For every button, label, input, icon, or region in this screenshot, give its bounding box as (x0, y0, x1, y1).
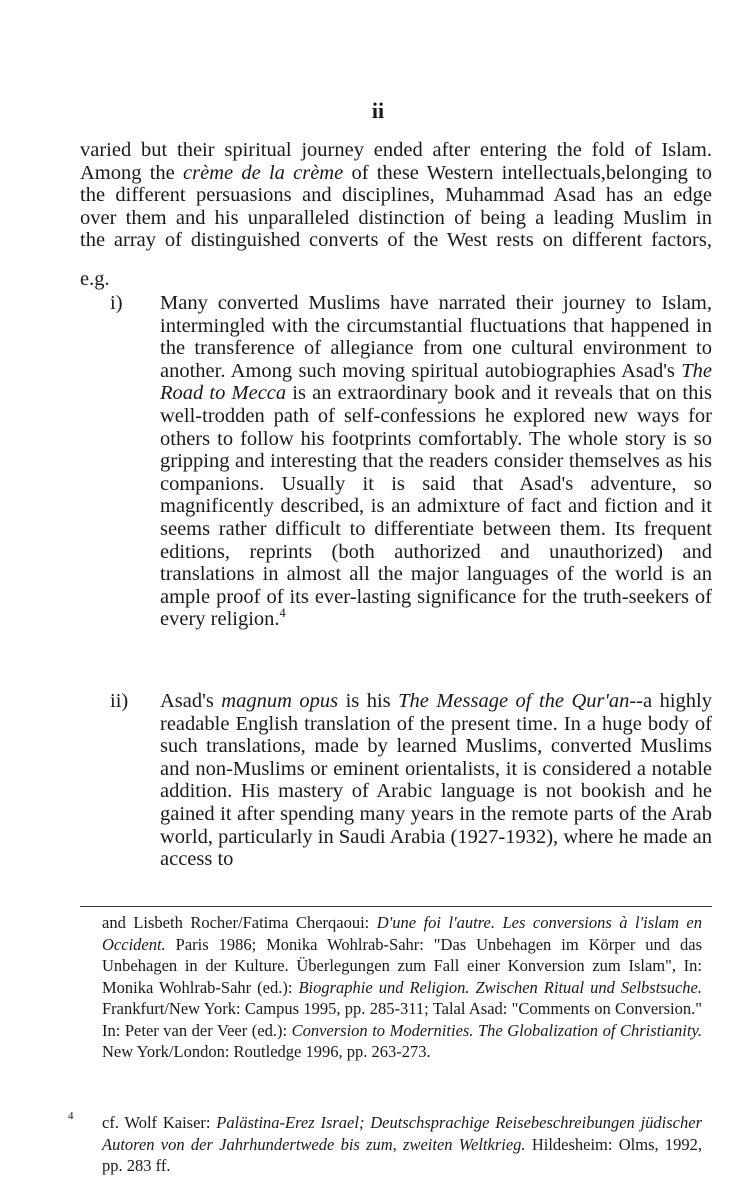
lead-paragraph (80, 139, 712, 252)
footnote-divider (80, 906, 712, 907)
text-line: the array of distinguished converts of the West rests on different factors, (80, 229, 712, 252)
text-span: Many converted Muslims have narrated their journey to Islam, intermingled with the circumstantial fluctuations that happened in the transference of allegiance from one cultural environment to another. Among such moving spiritual autobiographies Asad's (160, 292, 712, 382)
text-line (80, 162, 712, 185)
italic-title: D'une foi l'autre. Les conversions à l'islam en Occident. (102, 913, 702, 954)
eg-label: e.g. (80, 268, 110, 290)
text-span: cf. Wolf Kaiser: (102, 1113, 217, 1132)
text-span: --a highly readable English translation of the present time. In a huge body of such translations, made by learned Muslims, converted Muslims and non-Muslims or eminent orientalists, it is considered a notable addition. His mastery of Arabic language is not bookish and he gained it after spending many years in the remote parts of the Arab world, particularly in Saudi Arabia (1927-1932), where he made an access to (160, 690, 712, 871)
text-span: Hildesheim: Olms, 1992, pp. 283 ff. (102, 1134, 702, 1175)
text-span: Paris 1986; Monika Wohlrab-Sahr: "Das Unbehagen im Körper und das Unbehagen in der Kulture. Überlegungen zum Fall einer Konversion zum Islam", In: Monika Wohlrab-Sahr (ed.): (102, 934, 702, 997)
list-item-text (160, 690, 712, 871)
italic-phrase: magnum opus (221, 690, 339, 712)
list-marker: i) (110, 292, 123, 314)
text-span: and Lisbeth Rocher/Fatima Cherqaoui: (102, 913, 377, 932)
book-title: The Message of the Qur'an (398, 690, 630, 712)
italic-phrase: crème de la crème (183, 161, 344, 184)
list-item-text (160, 292, 712, 631)
page-number: ii (371, 98, 385, 123)
italic-title: Biographie und Religion. Zwischen Ritual und Selbstsuche. (298, 977, 702, 997)
footnote-reference[interactable]: 4 (279, 606, 286, 621)
text-line: the different persuasions and disciplines, Muhammad Asad has an edge (80, 184, 712, 207)
text-span: New York/London: Routledge 1996, pp. 263-273. (102, 1042, 431, 1061)
text-span: Frankfurt/New York: Campus 1995, pp. 285-311; Talal Asad: "Comments on Conversion." In: Peter van der Veer (ed.): (102, 999, 702, 1040)
list-marker: ii) (110, 690, 129, 712)
italic-title: Palästina-Erez Israel; Deutschsprachige Reisebeschreibungen jüdischer Autoren von der Jahrhundertwede bis zum, zweiten Weltkrieg. (102, 1113, 702, 1154)
text-span: is an extraordinary book and it reveals that on this well-trodden path of self-confessions he explored new ways for others to follow his footprints comfortably. The whole story is so gripping and interesting that the readers consider themselves as his companions. Usually it is said that Asad's adventure, so magnificently described, is an admixture of fact and fiction and it seems rather difficult to differentiate between them. Its frequent editions, reprints (both authorized and unauthorized) and translations in almost all the major languages of the world is an ample proof of its ever-lasting significance for the truth-seekers of every religion. (160, 382, 713, 631)
text-span: Among the (80, 161, 184, 184)
footnote-number: 4 (68, 1110, 74, 1122)
italic-title: Conversion to Modernities. The Globalization of Christianity. (291, 1020, 702, 1040)
footnote-4 (102, 1112, 702, 1177)
text-span: of these Western intellectuals,belonging to (343, 161, 713, 184)
text-span: is his (338, 690, 399, 712)
text-line: varied but their spiritual journey ended after entering the fold of Islam. (80, 139, 712, 161)
footnote-continuation (102, 912, 702, 1063)
book-title: The Road to Mecca (160, 359, 712, 405)
text-line: over them and his unparalleled distinction of being a leading Muslim in (80, 206, 712, 229)
text-span: Asad's (160, 690, 222, 712)
